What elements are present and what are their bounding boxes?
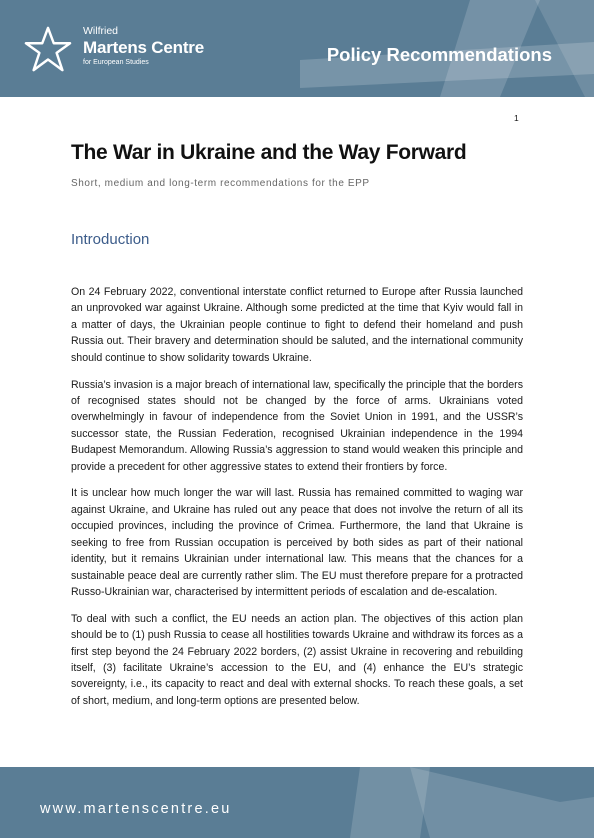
logo-subtext: for European Studies: [83, 58, 149, 66]
organization-logo: [83, 26, 204, 66]
page-number: 1: [514, 113, 519, 123]
body-text: [71, 284, 523, 720]
paragraph: Russia’s invasion is a major breach of international law, specifically the principle that the borders of recognised states should not be changed by the force of arms. Ukrainians voted overwhelmingly in favour of independence from the Soviet Union in 1991, and the USSR’s successor state, the Russian Federation, recognised Ukrainian independence in the 1994 Budapest Memorandum. Allowing Russia’s aggression to stand would weaken this principle and provide a precedent for other aggressive states to extend their frontiers by force.: [71, 378, 523, 473]
star-logo-icon: [24, 26, 72, 72]
logo-small-text: Wilfried: [83, 25, 119, 37]
paragraph: It is unclear how much longer the war will last. Russia has remained committed to waging war against Ukraine, and Ukraine has ruled out any peace that does not involve the return of all its occupied provinces, including the province of Crimea. Furthermore, the land that Ukraine is seeking to free from Russian occupation is perceived by both sides as part of their national identity, but it remains Ukrainian under international law. This means that the chances for a sustainable peace deal are currently rather slim. The EU must therefore prepare for a protracted Russo-Ukrainian war, characterised by intermittent periods of escalation and de-escalation.: [71, 487, 523, 598]
document-type-label: Policy Recommendations: [326, 44, 552, 65]
section-heading: Introduction: [71, 231, 150, 248]
website-url: www.martenscentre.eu: [40, 801, 232, 817]
header-band: [0, 0, 594, 97]
document-subtitle: Short, medium and long-term recommendations for the EPP: [71, 178, 370, 189]
paragraph: On 24 February 2022, conventional interstate conflict returned to Europe after Russia launched an unprovoked war against Ukraine. Although some predicted at the time that Kyiv would fall in a matter of days, the Ukrainian people continue to fight to defend their homeland and push Russia out. Their bravery and determination should be saluted, and the international community should continue to show solidarity towards Ukraine.: [71, 286, 523, 364]
document-title: The War in Ukraine and the Way Forward: [71, 141, 467, 164]
paragraph: To deal with such a conflict, the EU needs an action plan. The objectives of this action plan should be to (1) push Russia to cease all hostilities towards Ukraine and withdraw its forces as a first step beyond the 24 February 2022 borders, (2) assist Ukraine in recovering and rebuilding itself, (3) facilitate Ukraine’s accession to the EU, and (4) enhance the EU’s strategic sovereignty, i.e., its capacity to react and deal with external shocks. To reach these goals, a set of short, medium, and long-term options are presented below.: [71, 612, 523, 707]
logo-name: Martens Centre: [83, 37, 204, 57]
footer-band: [0, 767, 594, 838]
